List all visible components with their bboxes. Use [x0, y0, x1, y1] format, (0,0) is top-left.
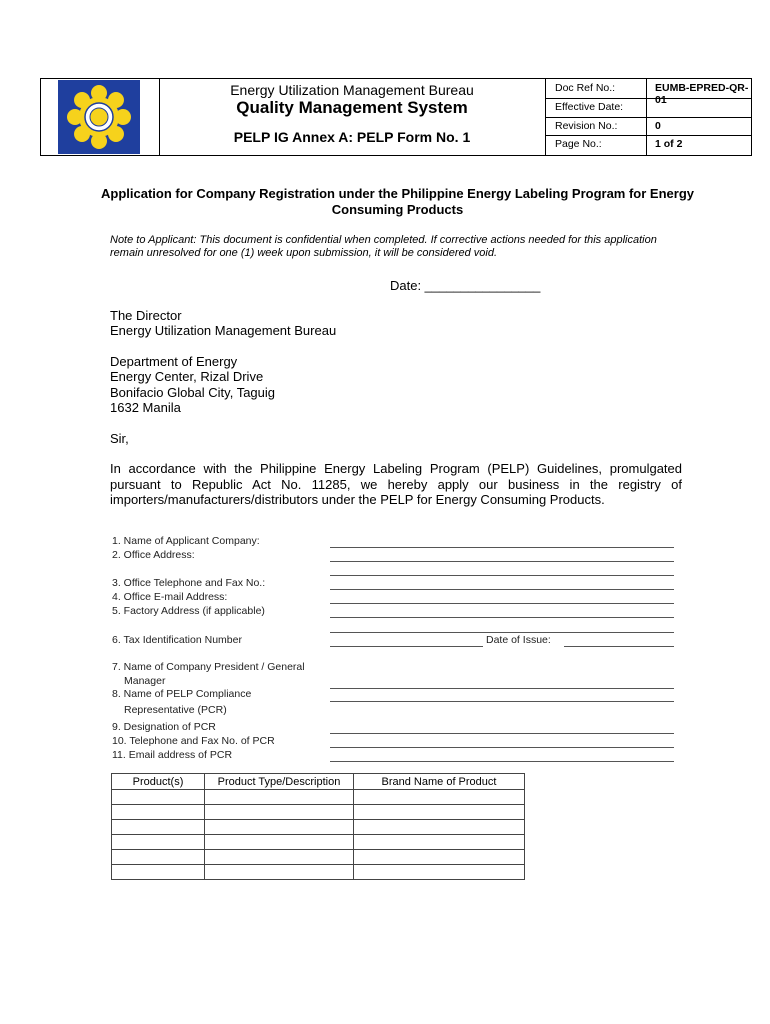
meta-row: [545, 98, 751, 118]
header-title-block: [159, 79, 546, 155]
meta-value: 0: [655, 120, 661, 132]
field-label: 9. Designation of PCR: [112, 721, 216, 733]
field-label: 5. Factory Address (if applicable): [112, 605, 265, 617]
field-label: 3. Office Telephone and Fax No.:: [112, 577, 266, 589]
office-telephone-field[interactable]: [330, 589, 674, 590]
table-cell[interactable]: [205, 805, 354, 820]
document-header: [40, 78, 752, 156]
meta-label: Doc Ref No.:: [555, 82, 616, 94]
tin-field[interactable]: [330, 646, 483, 647]
table-cell[interactable]: [112, 820, 205, 835]
field-label: 8. Name of PELP Compliance: [112, 688, 252, 700]
table-cell[interactable]: [205, 790, 354, 805]
date-line: Date: ________________: [390, 278, 541, 293]
table-cell[interactable]: [354, 835, 525, 850]
body-paragraph: In accordance with the Philippine Energy Labeling Program (PELP) Guidelines, promulgated pursuant to Republic Act No. 11285, we hereby apply our business in the registry of importers/manufacturers/distributors under the PELP for Energy Consuming Products.: [110, 461, 682, 507]
meta-row: [545, 135, 751, 155]
table-header-row: [112, 774, 525, 790]
office-email-field[interactable]: [330, 603, 674, 604]
field-label: 1. Name of Applicant Company:: [112, 535, 260, 547]
column-header: Product(s): [112, 774, 205, 790]
applicant-note: Note to Applicant: This document is confidential when completed. If corrective actions needed for this application remain unresolved for one (1) week upon submission, it will be considered void.: [110, 234, 657, 259]
table-cell[interactable]: [354, 790, 525, 805]
logo-cell: [41, 79, 160, 155]
products-table: [111, 773, 525, 880]
meta-label: Revision No.:: [555, 120, 618, 132]
field-label: Date of Issue:: [486, 634, 551, 646]
pcr-name-field[interactable]: [330, 701, 674, 702]
date-of-issue-field[interactable]: [564, 646, 674, 647]
table-cell[interactable]: [112, 850, 205, 865]
field-label: 2. Office Address:: [112, 549, 195, 561]
addressee-line: Department of Energy: [110, 354, 238, 369]
pcr-email-field[interactable]: [330, 761, 674, 762]
table-row: [112, 865, 525, 880]
meta-value: EUMB-EPRED-QR-01: [655, 82, 749, 106]
table-cell[interactable]: [205, 865, 354, 880]
table-cell[interactable]: [112, 790, 205, 805]
addressee-line: Energy Center, Rizal Drive: [110, 369, 264, 384]
addressee-line: 1632 Manila: [110, 400, 181, 415]
table-cell[interactable]: [354, 850, 525, 865]
table-cell[interactable]: [112, 805, 205, 820]
table-row: [112, 790, 525, 805]
name-of-company-field[interactable]: [330, 547, 674, 548]
factory-address-field[interactable]: [330, 617, 674, 618]
table-cell[interactable]: [205, 850, 354, 865]
office-address-field[interactable]: [330, 561, 674, 562]
salutation: Sir,: [110, 431, 129, 446]
pcr-telephone-field[interactable]: [330, 747, 674, 748]
table-cell[interactable]: [354, 865, 525, 880]
field-label: 11. Email address of PCR: [112, 749, 233, 761]
form-name: PELP IG Annex A: PELP Form No. 1: [233, 129, 471, 145]
field-label: 7. Name of Company President / General: [112, 661, 305, 673]
meta-value: 1 of 2: [655, 138, 683, 150]
table-cell[interactable]: [112, 835, 205, 850]
doe-seal-logo-icon: [41, 79, 159, 155]
office-address-field-2[interactable]: [330, 575, 674, 576]
bureau-name: Energy Utilization Management Bureau: [230, 82, 474, 98]
system-name: Quality Management System: [236, 98, 468, 117]
table-row: [112, 835, 525, 850]
table-row: [112, 805, 525, 820]
column-header: Product Type/Description: [205, 774, 354, 790]
meta-label: Page No.:: [555, 138, 602, 150]
table-cell[interactable]: [354, 805, 525, 820]
meta-label: Effective Date:: [555, 101, 624, 113]
table-row: [112, 820, 525, 835]
addressee-line: Energy Utilization Management Bureau: [110, 323, 337, 338]
factory-address-field-2[interactable]: [330, 632, 674, 633]
pcr-designation-field[interactable]: [330, 733, 674, 734]
table-cell[interactable]: [205, 835, 354, 850]
table-cell[interactable]: [354, 820, 525, 835]
document-title: Application for Company Registration under the Philippine Energy Labeling Program for Energy Consuming Products: [100, 186, 694, 217]
field-label: 10. Telephone and Fax No. of PCR: [112, 735, 275, 747]
meta-row: [545, 79, 751, 106]
meta-row: [545, 117, 751, 136]
president-name-field[interactable]: [330, 688, 674, 689]
column-header: Brand Name of Product: [354, 774, 525, 790]
table-cell[interactable]: [112, 865, 205, 880]
addressee-line: Bonifacio Global City, Taguig: [110, 385, 276, 400]
field-label: 6. Tax Identification Number: [112, 634, 242, 646]
table-row: [112, 850, 525, 865]
field-label: 4. Office E-mail Address:: [112, 591, 228, 603]
field-label: Manager: [124, 675, 166, 687]
doc-meta-table: [545, 79, 751, 155]
addressee-line: The Director: [110, 308, 182, 323]
table-cell[interactable]: [205, 820, 354, 835]
field-label: Representative (PCR): [124, 704, 227, 716]
